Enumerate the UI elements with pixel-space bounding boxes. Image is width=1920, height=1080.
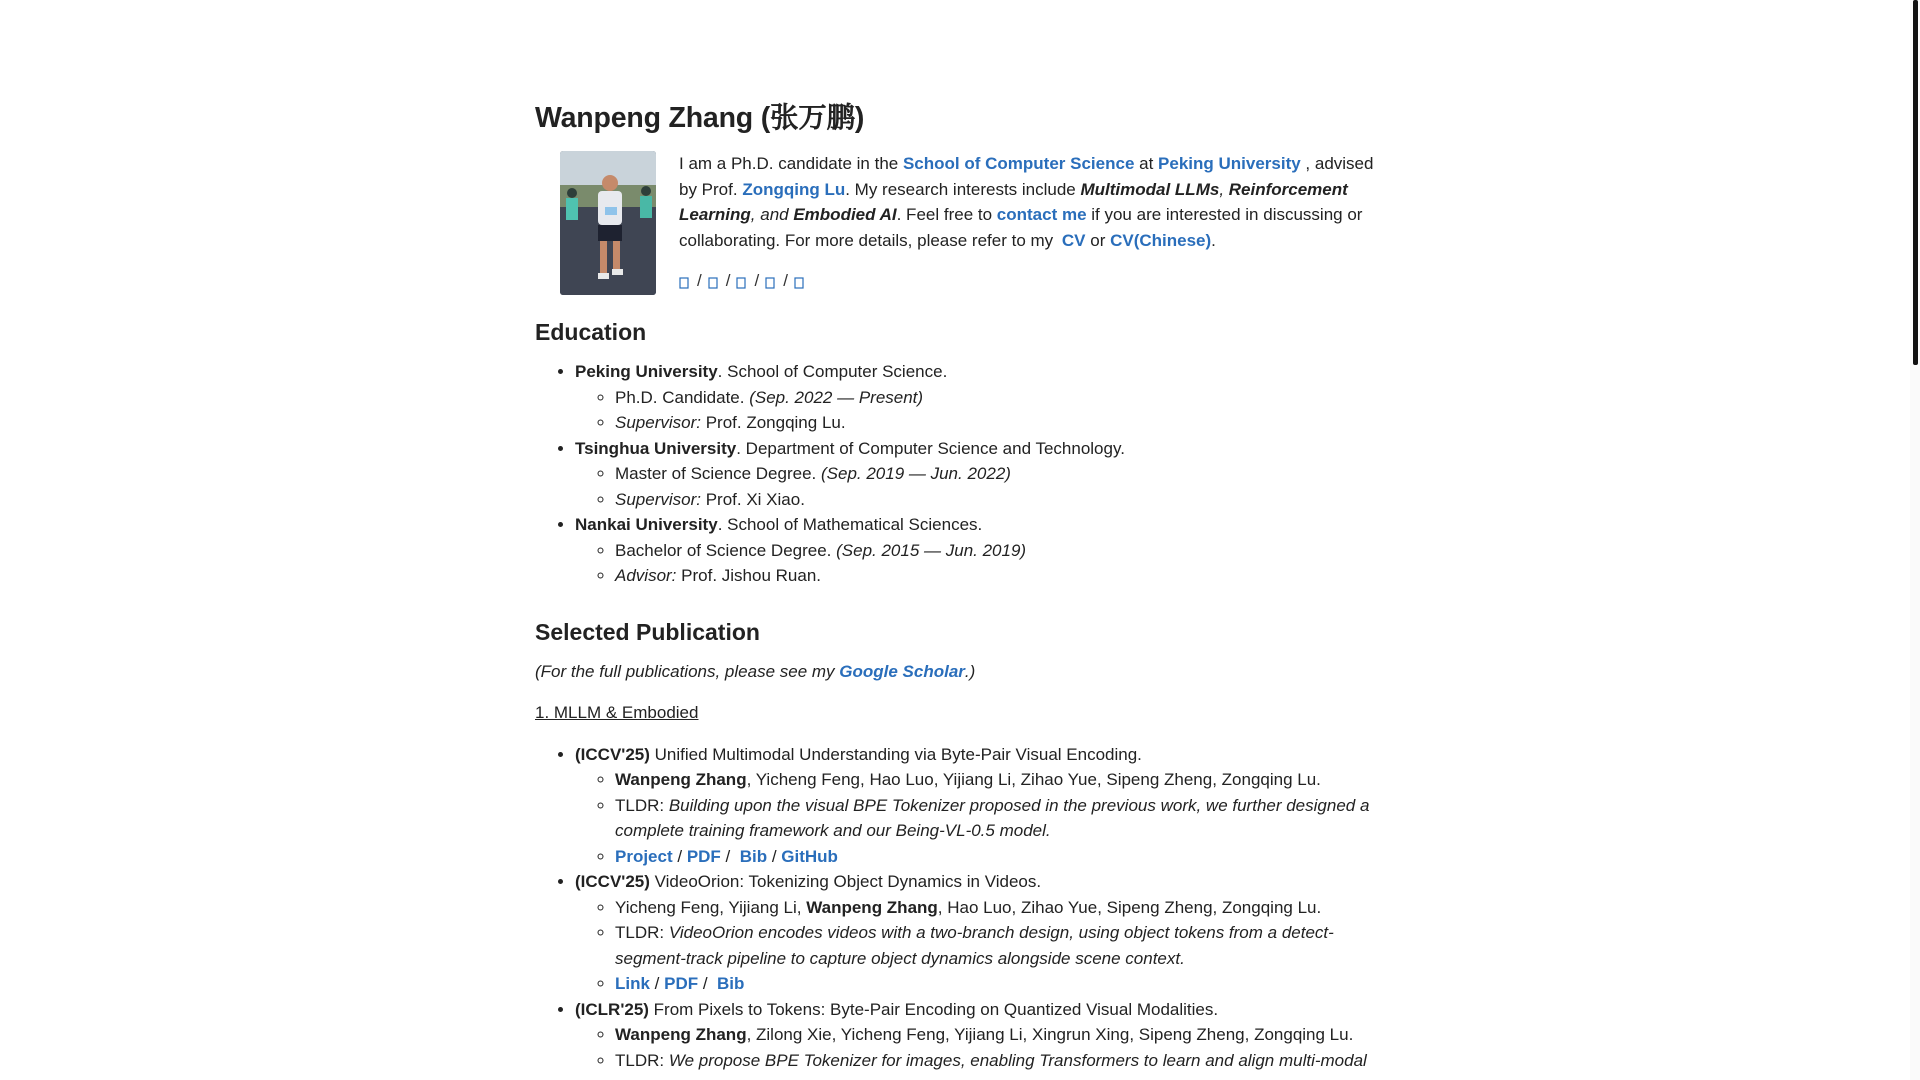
page-content [535,100,1380,1073]
intro-and: , and [750,205,794,224]
publication-heading: Selected Publication [535,618,760,645]
pdf-link[interactable]: PDF [686,846,721,866]
email-icon[interactable] [679,273,691,289]
intro-text-5: . Feel free to [896,205,997,224]
separator: / [697,271,702,290]
tldr-text: We propose BPE Tokenizer for images, enabling Transformers to learn and align multi-modal [668,1050,1367,1070]
interest-1: Multimodal LLMs [1080,179,1220,199]
bib-link[interactable]: Bib [739,846,768,866]
education-item [575,436,1380,513]
publication-subheading: 1. MLLM & Embodied [535,703,699,722]
supervisor-name: Prof. Xi Xiao. [700,489,805,509]
publication-item [575,869,1380,997]
publication-note [535,659,1380,685]
intro-sep-1: , [1219,179,1229,199]
degree-dates: (Sep. 2022 — Present) [749,387,924,407]
school-link[interactable]: School of Computer Science [902,154,1135,173]
pku-link[interactable]: Peking University [1158,154,1301,173]
twitter-icon[interactable] [765,273,777,289]
advisor-link[interactable]: Zongqing Lu [742,179,846,199]
separator: / [783,271,788,290]
intro-section [535,151,1380,295]
intro-text-3: , advised by Prof. [679,154,1374,199]
intro-text-8: . [1211,230,1216,250]
publication-item [575,742,1380,870]
school-name: Peking University [575,362,718,381]
education-detail [615,410,1380,436]
intro-text-6: if you are interested in discussing or collaborating. For more details, please refer to my [679,205,1363,250]
authors-post: , Hao Luo, Zihao Yue, Sipeng Zheng, Zongqing Lu. [937,897,1322,917]
intro-text [679,151,1379,295]
bib-link[interactable]: Bib [717,974,745,993]
education-list [535,359,1380,589]
pub-tldr [615,793,1380,844]
page-scrollbar[interactable] [1910,0,1920,1080]
supervisor-label: Supervisor: [615,489,701,509]
degree-dates: (Sep. 2019 — Jun. 2022) [820,464,1011,483]
google-scholar-link[interactable]: Google Scholar [839,661,965,681]
author-me: Wanpeng Zhang [806,897,938,917]
project-link[interactable]: Project [615,846,673,866]
contact-link[interactable]: contact me [996,205,1087,224]
pub-title: From Pixels to Tokens: Byte-Pair Encoding on Quantized Visual Modalities. [648,999,1219,1019]
advisor-label: Advisor: [615,566,677,585]
pub-title: VideoOrion: Tokenizing Object Dynamics in Videos. [649,872,1042,891]
pdf-link[interactable]: PDF [664,974,699,993]
pub-venue: (ICLR'25) [575,999,649,1019]
school-dept: . School of Mathematical Sciences. [717,515,983,534]
cv-link[interactable]: CV [1061,230,1086,250]
degree: Master of Science Degree. [615,464,821,483]
social-links [679,268,1379,294]
pub-authors [615,895,1380,921]
scholar-icon[interactable] [708,273,720,289]
publication-details [575,895,1380,997]
intro-text-1: I am a Ph.D. candidate in the [679,154,903,173]
supervisor-name: Prof. Zongqing Lu. [700,413,846,432]
education-detail [615,385,1380,411]
school-dept: . Department of Computer Science and Technology. [736,438,1125,458]
pub-tldr [615,1048,1380,1074]
supervisor-label: Supervisor: [615,413,701,432]
school-name: Tsinghua University [575,438,737,458]
intro-text-2: at [1134,154,1159,173]
publication-list [535,742,1380,1074]
education-item [575,512,1380,589]
advisor-name: Prof. Jishou Ruan. [676,566,821,585]
school-dept: . School of Computer Science. [717,362,948,381]
education-section [535,317,1380,589]
tldr-label: TLDR: [615,923,669,942]
education-sublist [575,461,1380,512]
pub-venue: (ICCV'25) [575,872,650,891]
scrollbar-thumb[interactable] [1913,0,1918,365]
page-title: Wanpeng Zhang (张万鹏) [535,102,865,134]
separator: / [754,271,760,290]
publication-item [575,997,1380,1074]
pub-title: Unified Multimodal Understanding via Byte-Pair Visual Encoding. [649,744,1142,764]
education-detail [615,563,1380,589]
pub-links: ◦ Link / PDF / Bib [615,971,1380,997]
note-prefix: (For the full publications, please see my [535,661,840,681]
pub-venue: (ICCV'25) [575,744,650,764]
cv-chinese-link[interactable]: CV(Chinese) [1110,230,1212,250]
tldr-label: TLDR: [615,795,669,815]
note-suffix: .) [964,661,976,681]
degree: Ph.D. Candidate. [615,387,750,407]
separator: / [725,271,731,290]
intro-paragraph [679,151,1379,253]
education-heading: Education [535,319,647,345]
interest-3: Embodied AI [793,205,897,224]
github-icon[interactable] [736,273,748,289]
authors-post: , Zilong Xie, Yicheng Feng, Yijiang Li, Xingrun Xing, Sipeng Zheng, Zongqing Lu. [746,1025,1354,1044]
education-detail [615,487,1380,513]
education-detail [615,461,1380,487]
degree-dates: (Sep. 2015 — Jun. 2019) [836,540,1027,560]
pub-tldr [615,920,1380,971]
pub-authors [615,1022,1380,1048]
education-detail [615,538,1380,564]
github-link[interactable]: GitHub [781,846,838,866]
publication-details [575,1022,1380,1073]
link-link[interactable]: Link [615,974,650,993]
authors-pre: Yicheng Feng, Yijiang Li, [615,897,807,917]
pub-links: ◦ Project / PDF / Bib / GitHub [615,844,1380,870]
profile-photo [560,151,656,295]
intro-text-7: or [1085,230,1111,250]
school-name: Nankai University [575,515,718,534]
authors-post: , Yicheng Feng, Hao Luo, Yijiang Li, Zihao Yue, Sipeng Zheng, Zongqing Lu. [746,770,1321,789]
intro-text-4: . My research interests include [845,179,1081,199]
author-me: Wanpeng Zhang [615,1025,747,1044]
education-sublist [575,385,1380,436]
tldr-text: Building upon the visual BPE Tokenizer proposed in the previous work, we further designed a complete training framework and our Being-VL-0.5 model. [615,795,1370,840]
publication-details [575,767,1380,869]
publication-section [535,617,1380,1074]
education-item [575,359,1380,436]
degree: Bachelor of Science Degree. [615,540,837,560]
tldr-label: TLDR: [615,1050,669,1070]
tldr-text: VideoOrion encodes videos with a two-branch design, using object tokens from a detect-segment-track pipeline to capture object dynamics alongside scene context. [615,923,1334,968]
pub-authors [615,767,1380,793]
interest-2: Reinforcement Learning [679,179,1348,224]
education-sublist [575,538,1380,589]
author-me: Wanpeng Zhang [615,770,747,789]
linkedin-icon[interactable] [794,273,806,289]
